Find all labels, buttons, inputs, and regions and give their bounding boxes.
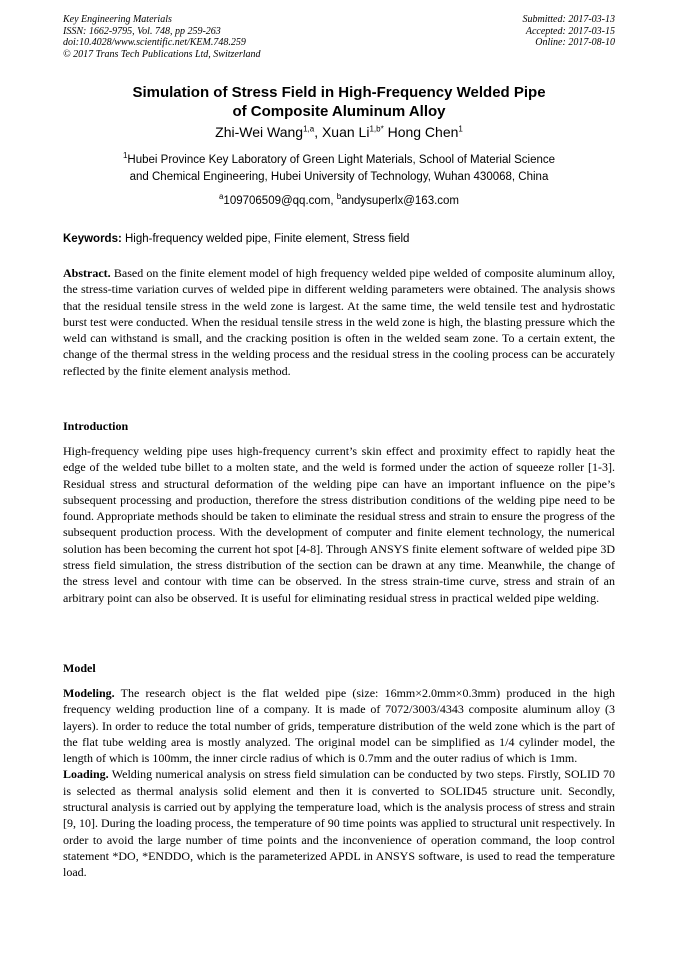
modeling-paragraph (63, 685, 615, 766)
title-line-2: of Composite Aluminum Alloy (232, 103, 446, 120)
affiliation (63, 152, 615, 186)
affiliation-sup: 1 (122, 151, 128, 161)
author-affil-sup: 1,b* (369, 124, 384, 134)
loading-label: Loading. (63, 767, 109, 782)
journal-issn: ISSN: 1662-9795, Vol. 748, pp 259-263 (63, 25, 221, 37)
author-name: Xuan Li (321, 124, 370, 140)
title-line-1: Simulation of Stress Field in High-Frequency Welded Pipe (132, 84, 546, 101)
journal-name: Key Engineering Materials (63, 14, 172, 25)
section-heading-model: Model (63, 661, 96, 675)
section-heading-introduction: Introduction (63, 419, 129, 433)
abstract (63, 265, 615, 379)
journal-doi[interactable]: doi:10.4028/www.scientific.net/KEM.748.259 (63, 37, 246, 48)
submission-dates (523, 14, 616, 49)
model-body (63, 685, 615, 881)
loading-text: Welding numerical analysis on stress field simulation can be conducted by two steps. Firstly, SOLID 70 is selected as thermal analysis solid element and then it is converted to SOLID45 structure unit. Secondly, structural analysis is carried out by applying the temperature load, which is the analysis process of stress and strain [9, 10]. During the loading process, the temperature of 90 time points was applied to structural unit respectively. In order to avoid the large number of time points and the inconvenience of operation command, the loop control statement *DO, *ENDDO, which is the parameterized APDL in ANSYS software, is used to read the temperature load. (63, 767, 615, 880)
modeling-label: Modeling. (63, 686, 115, 700)
keywords-text: High-frequency welded pipe, Finite element, Stress field (121, 233, 410, 245)
keywords (63, 233, 615, 245)
abstract-text: Based on the finite element model of high frequency welded pipe welded of composite aluminum alloy, the stress-time variation curves of welded pipe in different welding parameters were obtained. The analysis shows that the residual tensile stress in the weld zone is largest. At the same time, the weld tensile test and hydrostatic burst test were conducted. When the residual tensile stress in the weld zone is high, the blasting pressure which the weld can withstand is small, and the cracking position is often in the welded seam zone. To a certain extent, the change of the thermal stress in the welding process and the residual stress in the cooling process can be accurately reflected by the finite element analysis method. (63, 266, 615, 378)
submitted-date: Submitted: 2017-03-13 (522, 14, 615, 25)
abstract-label: Abstract. (63, 266, 111, 280)
modeling-text: The research object is the flat welded pipe (size: 16mm×2.0mm×0.3mm) produced in the high frequency welding production line of a company. It is made of 7072/3003/4343 composite aluminum alloy (3 layers). In order to reduce the total number of grids, temperature distribution of the weld zone which is the part of the flat tube welding area is mostly analyzed. The original model can be simplified as 1/4 cylinder model, the length of which is 100mm, the inner circle radius of which is 0.7mm and the outer radius of which is 1mm. (63, 686, 615, 766)
email-link[interactable]: 109706509@qq.com, (223, 195, 337, 207)
email-sup: a (218, 192, 224, 202)
loading-paragraph (63, 766, 615, 880)
affiliation-line-2: and Chemical Engineering, Hubei University of Technology, Wuhan 430068, China (129, 171, 549, 183)
affiliation-line-1: $^1$Hubei Province Key Laboratory of Green Light Materials, School of Material Science (122, 151, 556, 166)
author-name: Hong Chen (387, 124, 459, 140)
author-list: Zhi-Wei Wang$^{1,a}$, Xuan $Li^{1,b*}$ Hong Chen$^1$ (215, 124, 463, 140)
journal-copyright: © 2017 Trans Tech Publications Ltd, Switzerland (63, 48, 261, 60)
author-affil-sup: 1 (458, 124, 463, 134)
introduction-body (63, 443, 615, 606)
accepted-date: Accepted: 2017-03-15 (525, 25, 615, 37)
email-link[interactable]: andysuperlx@163.com (341, 195, 460, 207)
journal-info (63, 14, 261, 60)
online-date: Online: 2017-08-10 (535, 37, 615, 48)
introduction-paragraph: High-frequency welding pipe uses high-frequency current’s skin effect and proximity effect to rapidly heat the edge of the welded tube billet to a molten state, and the weld is formed under the action of squeeze roller [1-3]. Residual stress and structural deformation of the welding pipe can have an important influence on the pipe’s subsequent processing and production, therefore the stress distribution conditions of the welding pipe need to be found. Appropriate methods should be taken to eliminate the residual stress and strain to ensure the progress of the subsequent production process. With the development of computer and finite element technology, the numerical solution has been becoming the current hot spot [4-8]. Through ANSYS finite element software of welded pipe 3D stress field simulation, the stress distribution of the section can be drawn at any time. Meanwhile, the change of the stress level and contour with time can be observed. In the stress strain-time curve, stress and strain of an arbitrary point can also be observed. It is useful for eliminating residual stress in practical welded pipe welding. (63, 444, 615, 605)
keywords-label: Keywords: (63, 233, 122, 245)
email-sup: b (336, 192, 342, 202)
author-name: Zhi-Wei Wang (215, 124, 304, 140)
author-affil-sup: 1,a (303, 124, 315, 134)
author-emails (63, 192, 615, 207)
paper-title (63, 83, 615, 121)
